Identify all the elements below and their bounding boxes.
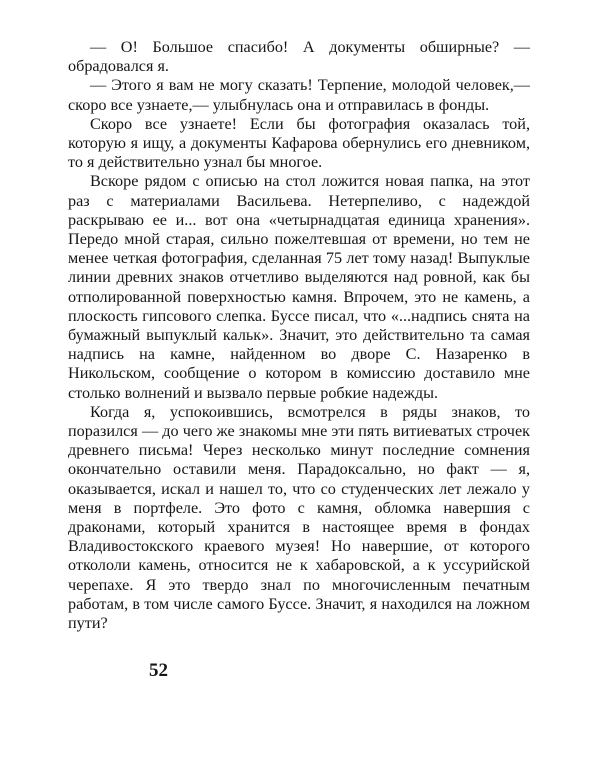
paragraph-2: — Этого я вам не могу сказать! Терпение, молодой человек,— скоро все узнаете,— улыбнулась она и отправилась в фонды. <box>68 76 530 114</box>
paragraph-5: Когда я, успокоившись, всмотрелся в ряды знаков, то поразился — до чего же знакомы мне эти пять витиеватых строчек древнего письма! Через несколько минут последние сомнения окончательно оставили меня. Парадоксально, но факт — я, оказывается, искал и нашел то, что со студенческих лет лежало у меня в портфеле. Это фото с камня, обломка навершия с драконами, который хранится в настоящее время в фондах Владивостокского краевого музея! Но навершие, от которого откололи камень, относится не к хабаровской, а к уссурийской черепахе. Я это твердо знал по многочисленным печатным работам, в том числе самого Буссе. Значит, я находился на ложном пути? <box>68 402 530 633</box>
page-number: 52 <box>149 660 168 681</box>
paragraph-4: Вскоре рядом с описью на стол ложится новая папка, на этот раз с материалами Васильева. Нетерпеливо, с надеждой раскрываю ее и... вот она «четырнадцатая единица хранения». Передо мной старая, сильно пожелтевшая от времени, но тем не менее четкая фотография, сделанная 75 лет тому назад! Выпуклые линии древних знаков отчетливо выделяются над ровной, как бы отполированной поверхностью камня. Впрочем, это не камень, а плоскость гипсового слепка. Буссе писал, что «...надпись снята на бумажный выпуклый кальк». Значит, это действительно та самая надпись на камне, найденном во дворе С. Назаренко в Никольском, сообщение о котором в комиссию доставило мне столько волнений и вызвало первые робкие надежды. <box>68 172 530 402</box>
paragraph-3: Скоро все узнаете! Если бы фотография оказалась той, которую я ищу, а документы Кафарова обернулись его дневником, то я действительно узнал бы многое. <box>68 114 530 172</box>
page-text-block <box>68 38 530 633</box>
paragraph-1: — О! Большое спасибо! А документы обширные? — обрадовался я. <box>68 38 530 76</box>
